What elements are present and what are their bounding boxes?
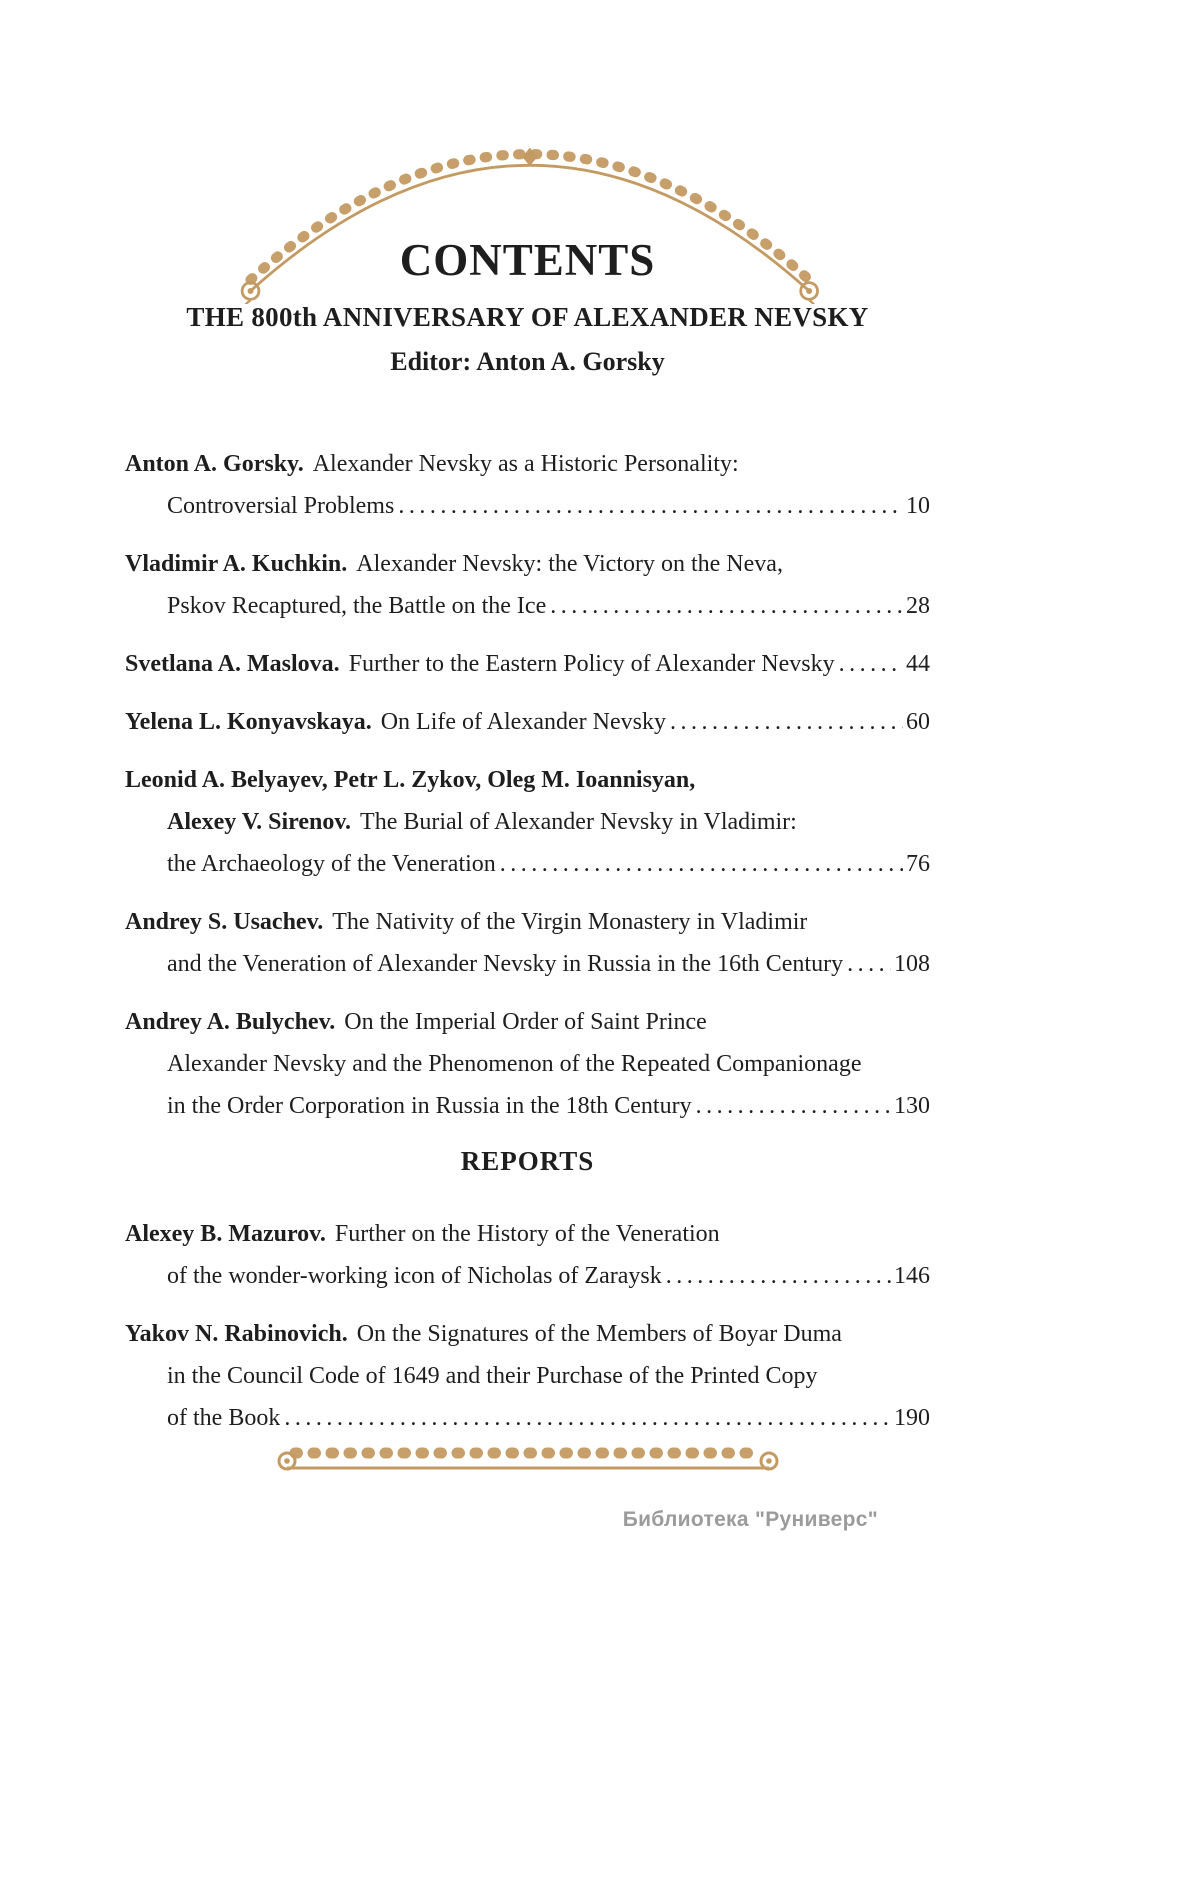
page-number: 146 bbox=[894, 1263, 930, 1289]
toc-entry bbox=[125, 1001, 930, 1127]
page-number: 190 bbox=[894, 1405, 930, 1431]
toc-line bbox=[125, 1355, 930, 1397]
page-number: 44 bbox=[906, 651, 930, 677]
toc-line bbox=[125, 485, 930, 527]
toc-line bbox=[125, 759, 930, 801]
entry-title: On the Signatures of the Members of Boyar Duma bbox=[356, 1321, 842, 1347]
toc-line bbox=[125, 1397, 930, 1439]
entry-title: The Burial of Alexander Nevsky in Vladimir: bbox=[360, 809, 797, 835]
entry-title: Pskov Recaptured, the Battle on the Ice bbox=[167, 593, 547, 619]
toc-entry bbox=[125, 1213, 930, 1297]
toc-line bbox=[125, 801, 930, 843]
toc-line bbox=[125, 701, 930, 743]
author-name: Andrey A. Bulychev. bbox=[125, 1009, 336, 1035]
toc-line bbox=[125, 901, 930, 943]
entry-title: Alexander Nevsky: the Victory on the Neva, bbox=[356, 551, 783, 577]
author-name: Leonid A. Belyayev, Petr L. Zykov, Oleg M. Ioannisyan, bbox=[125, 767, 696, 793]
volume-subtitle: THE 800th ANNIVERSARY OF ALEXANDER NEVSKY bbox=[186, 302, 869, 332]
author-name: Yakov N. Rabinovich. bbox=[125, 1321, 348, 1347]
author-name: Vladimir A. Kuchkin. bbox=[125, 551, 348, 577]
toc-entry bbox=[125, 643, 930, 685]
frieze-band-icon bbox=[273, 1439, 783, 1483]
table-of-contents bbox=[125, 443, 930, 1439]
toc-line bbox=[125, 1213, 930, 1255]
author-name: Yelena L. Konyavskaya. bbox=[125, 709, 372, 735]
author-name: Andrey S. Usachev. bbox=[125, 909, 324, 935]
page-number: 28 bbox=[906, 593, 930, 619]
toc-entry bbox=[125, 701, 930, 743]
page-number: 10 bbox=[906, 493, 930, 519]
toc-line bbox=[125, 1001, 930, 1043]
entry-title: of the wonder-working icon of Nicholas of Zaraysk bbox=[167, 1263, 662, 1289]
author-name: Alexey B. Mazurov. bbox=[125, 1221, 326, 1247]
toc-entry bbox=[125, 759, 930, 885]
toc-entry bbox=[125, 1313, 930, 1439]
toc-line bbox=[125, 1043, 930, 1085]
dot-leader bbox=[696, 1085, 891, 1127]
dot-leader bbox=[398, 485, 903, 527]
page-number: 60 bbox=[906, 709, 930, 735]
entry-title: the Archaeology of the Veneration bbox=[167, 851, 496, 877]
runivers-watermark: Библиотека "Руниверс" bbox=[622, 1508, 878, 1531]
editor-line: Editor: Anton A. Gorsky bbox=[390, 347, 665, 376]
dot-leader bbox=[670, 701, 903, 743]
entry-title: Alexander Nevsky and the Phenomenon of the Repeated Companionage bbox=[167, 1051, 862, 1077]
dot-leader bbox=[666, 1255, 891, 1297]
entry-title: Controversial Problems bbox=[167, 493, 395, 519]
contents-title: CONTENTS bbox=[399, 235, 656, 285]
entry-title: in the Council Code of 1649 and their Purchase of the Printed Copy bbox=[167, 1363, 818, 1389]
author-name: Anton A. Gorsky. bbox=[125, 451, 304, 477]
entry-title: On Life of Alexander Nevsky bbox=[380, 709, 666, 735]
page-number: 76 bbox=[906, 851, 930, 877]
dot-leader bbox=[847, 943, 891, 985]
toc-line bbox=[125, 1255, 930, 1297]
toc-line bbox=[125, 943, 930, 985]
entry-title: Further to the Eastern Policy of Alexander Nevsky bbox=[348, 651, 835, 677]
section-heading-reports: REPORTS bbox=[460, 1146, 595, 1176]
dot-leader bbox=[500, 843, 903, 885]
toc-line bbox=[125, 585, 930, 627]
toc-line bbox=[125, 543, 930, 585]
dot-leader bbox=[550, 585, 903, 627]
toc-line bbox=[125, 843, 930, 885]
bottom-ornament bbox=[273, 1439, 783, 1483]
author-name: Alexey V. Sirenov. bbox=[167, 809, 352, 835]
contents-page-body bbox=[125, 0, 930, 1483]
garland-arc-icon bbox=[125, 142, 930, 304]
toc-entry bbox=[125, 443, 930, 527]
entry-title: of the Book bbox=[167, 1405, 281, 1431]
top-ornament bbox=[125, 142, 930, 292]
toc-line bbox=[125, 443, 930, 485]
entry-title: The Nativity of the Virgin Monastery in Vladimir bbox=[332, 909, 808, 935]
dot-leader bbox=[839, 643, 903, 685]
entry-title: Further on the History of the Veneration bbox=[334, 1221, 720, 1247]
author-name: Svetlana A. Maslova. bbox=[125, 651, 340, 677]
page-number: 130 bbox=[894, 1093, 930, 1119]
toc-line bbox=[125, 1085, 930, 1127]
dot-leader bbox=[284, 1397, 891, 1439]
entry-title: Alexander Nevsky as a Historic Personality: bbox=[312, 451, 739, 477]
toc-entry bbox=[125, 901, 930, 985]
toc-line bbox=[125, 643, 930, 685]
entry-title: in the Order Corporation in Russia in the 18th Century bbox=[167, 1093, 692, 1119]
entry-title: On the Imperial Order of Saint Prince bbox=[344, 1009, 707, 1035]
toc-entry bbox=[125, 543, 930, 627]
entry-title: and the Veneration of Alexander Nevsky in Russia in the 16th Century bbox=[167, 951, 844, 977]
toc-line bbox=[125, 1313, 930, 1355]
page-number: 108 bbox=[894, 951, 930, 977]
